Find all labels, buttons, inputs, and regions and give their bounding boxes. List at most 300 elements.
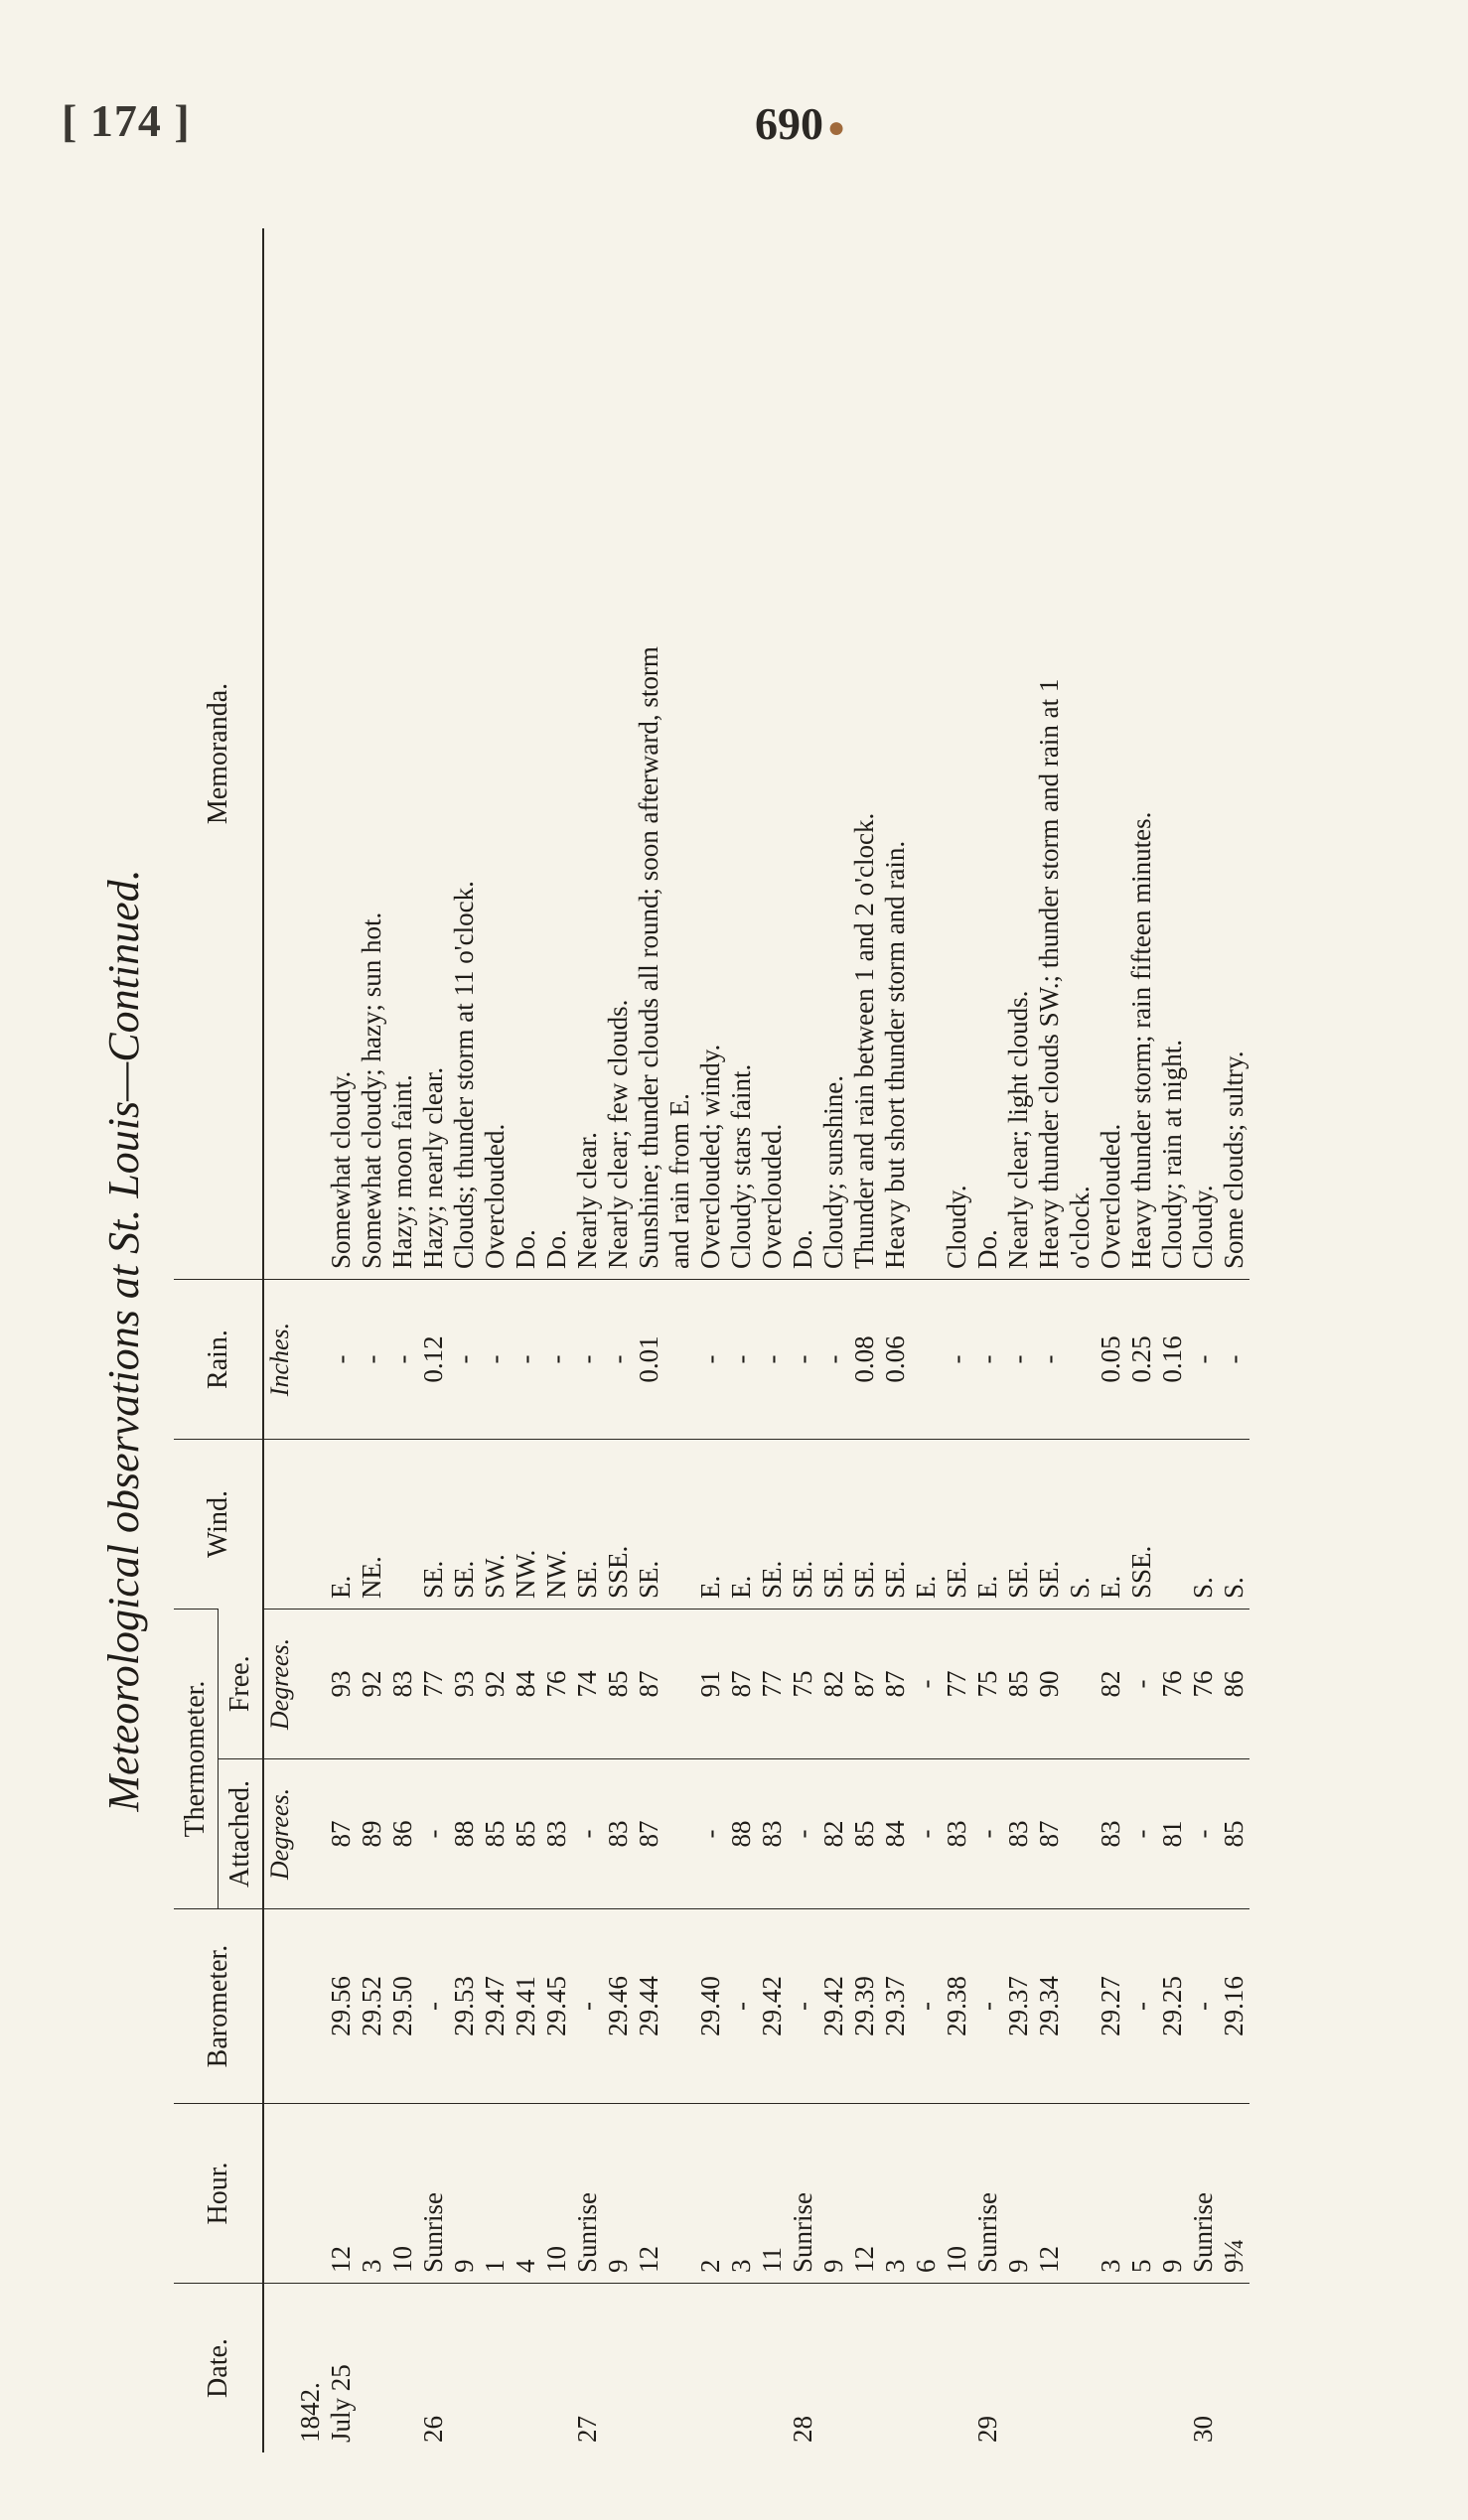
table-body [263,228,1249,2452]
cell-barometer: 29.41 [511,1909,541,2104]
cell-rain: - [695,1280,726,1440]
cell-barometer: 29.42 [757,1909,788,2104]
cell-hour: 3 [880,2104,911,2284]
cell-rain: 0.01 [634,1280,664,1440]
cell-date [849,2284,880,2453]
cell-barometer: - [1126,1909,1157,2104]
header-thermometer: Thermometer. [174,1610,219,1909]
cell-memoranda: Do. [541,1229,571,1269]
cell-rain: - [818,1280,849,1440]
cell-free: 87 [880,1610,911,1759]
units-rain: Inches. [263,1280,295,1440]
cell-date [911,2284,942,2453]
cell-date [603,2284,634,2453]
cell-rain: - [1003,1280,1034,1440]
cell-attached: 85 [511,1759,541,1909]
cell-attached: 82 [818,1759,849,1909]
cell-barometer: 29.37 [880,1909,911,2104]
units-baro [263,1909,295,2104]
cell-wind: S. [1219,1440,1249,1610]
table-row [911,228,942,2452]
table-title [79,228,169,2452]
cell-memoranda: Overclouded. [1096,1123,1125,1269]
cell-attached: 88 [726,1759,757,1909]
table-row [387,228,418,2452]
cell-attached: 83 [942,1759,972,1909]
cell-attached: - [695,1759,726,1909]
cell-attached: - [972,1759,1003,1909]
rotated-table-sheet [79,228,1400,2452]
cell-hour: 2 [695,2104,726,2284]
cell-barometer: - [418,1909,449,2104]
cell-free: 85 [1003,1610,1034,1759]
cell-memoranda: Cloudy; sunshine. [818,1074,848,1269]
cell-wind [387,1440,418,1610]
cell-memoranda: Do. [511,1229,540,1269]
table-row [726,228,757,2452]
cell-memoranda: Cloudy. [942,1185,971,1269]
cell-free: 87 [726,1610,757,1759]
cell-date [818,2284,849,2453]
cell-hour: 10 [942,2104,972,2284]
cell-rain [911,1280,942,1440]
cell-free: 87 [634,1610,664,1759]
units-date [263,2284,295,2453]
cell-memoranda: o'clock. [1065,1186,1095,1269]
cell-wind: S. [1065,1440,1096,1610]
cell-attached: 83 [541,1759,572,1909]
table-row [603,228,634,2452]
cell-free: 76 [1188,1610,1219,1759]
page-number-right-text: 690 [755,98,823,149]
cell-wind: SE. [757,1440,788,1610]
cell-date [634,2284,664,2453]
cell-date [664,2284,695,2453]
cell-attached: 83 [757,1759,788,1909]
cell-free: 77 [757,1610,788,1759]
cell-free: 92 [480,1610,511,1759]
cell-hour: 12 [1034,2104,1065,2284]
cell-rain: - [1034,1280,1065,1440]
header-free: Free. [219,1610,264,1759]
cell-attached: 83 [1003,1759,1034,1909]
cell-wind: NE. [357,1440,387,1610]
table-row [541,228,572,2452]
cell-barometer: 29.37 [1003,1909,1034,2104]
cell-free: 75 [972,1610,1003,1759]
table-row [1219,228,1249,2452]
cell-hour: 3 [726,2104,757,2284]
cell-wind: NW. [511,1440,541,1610]
cell-hour: 6 [911,2104,942,2284]
cell-rain: - [387,1280,418,1440]
cell-memoranda: Overclouded. [480,1123,510,1269]
cell-rain: - [972,1280,1003,1440]
cell-wind: SE. [1003,1440,1034,1610]
cell-memoranda: Do. [788,1229,817,1269]
cell-hour: 3 [1096,2104,1126,2284]
cell-hour: Sunrise [418,2104,449,2284]
cell-memoranda: Overclouded. [757,1123,787,1269]
cell-barometer: 29.53 [449,1909,480,2104]
table-row [664,228,695,2452]
cell-barometer: - [788,1909,818,2104]
cell-attached: 81 [1157,1759,1188,1909]
table-row [418,228,449,2452]
cell-rain: - [541,1280,572,1440]
cell-wind: SE. [788,1440,818,1610]
cell-attached: 87 [634,1759,664,1909]
cell-free: 85 [603,1610,634,1759]
cell-memoranda: Heavy thunder clouds SW.; thunder storm and rain at 1 [1034,678,1064,1269]
cell-rain: 0.25 [1126,1280,1157,1440]
cell-date [880,2284,911,2453]
cell-hour: 9 [818,2104,849,2284]
cell-memoranda: Overclouded; windy. [695,1044,725,1269]
cell-memoranda: Nearly clear. [572,1132,602,1269]
cell-date: 1842. [295,2284,326,2453]
cell-free: 91 [695,1610,726,1759]
page-number-right [755,97,845,150]
cell-wind: SE. [418,1440,449,1610]
cell-date [1219,2284,1249,2453]
cell-rain: - [1188,1280,1219,1440]
cell-barometer: - [572,1909,603,2104]
cell-wind: SE. [818,1440,849,1610]
cell-hour: 10 [387,2104,418,2284]
cell-free: 86 [1219,1610,1249,1759]
cell-attached: - [1188,1759,1219,1909]
cell-wind: SE. [572,1440,603,1610]
cell-date: 28 [788,2284,818,2453]
cell-rain: - [603,1280,634,1440]
cell-memoranda [295,228,326,1280]
cell-hour: 11 [757,2104,788,2284]
units-attached: Degrees. [263,1759,295,1909]
cell-date: 30 [1188,2284,1219,2453]
cell-barometer [1065,1909,1096,2104]
table-row [942,228,972,2452]
cell-attached: 86 [387,1759,418,1909]
cell-barometer: - [1188,1909,1219,2104]
cell-hour: 9 [603,2104,634,2284]
cell-date [541,2284,572,2453]
cell-attached: 83 [1096,1759,1126,1909]
cell-memoranda: Hazy; nearly clear. [418,1066,448,1269]
cell-memoranda: Do. [972,1229,1002,1269]
cell-rain [295,1280,326,1440]
cell-free: 74 [572,1610,603,1759]
cell-attached [1065,1759,1096,1909]
table-row [1003,228,1034,2452]
cell-free: 92 [357,1610,387,1759]
cell-barometer: 29.45 [541,1909,572,2104]
cell-wind: SE. [942,1440,972,1610]
table-row [480,228,511,2452]
cell-memoranda: Cloudy. [1188,1185,1218,1269]
table-row [1096,228,1126,2452]
table-row [572,228,603,2452]
cell-hour: 9 [449,2104,480,2284]
cell-wind: SE. [880,1440,911,1610]
cell-date [480,2284,511,2453]
header-wind: Wind. [174,1440,263,1610]
cell-date: July 25 [326,2284,357,2453]
table-row [634,228,664,2452]
page-number-left: [ 174 ] [62,95,191,146]
header-attached: Attached. [219,1759,264,1909]
cell-rain: - [480,1280,511,1440]
cell-free: 82 [818,1610,849,1759]
table-row [757,228,788,2452]
cell-memoranda: Somewhat cloudy; hazy; sun hot. [357,911,386,1269]
cell-hour: Sunrise [1188,2104,1219,2284]
cell-barometer: 29.16 [1219,1909,1249,2104]
cell-attached: - [911,1759,942,1909]
cell-barometer: - [972,1909,1003,2104]
cell-date [1157,2284,1188,2453]
table-row [880,228,911,2452]
cell-barometer: 29.56 [326,1909,357,2104]
cell-wind: SE. [1034,1440,1065,1610]
cell-hour: 5 [1126,2104,1157,2284]
cell-rain: - [1219,1280,1249,1440]
header-barometer: Barometer. [174,1909,263,2104]
cell-wind: E. [911,1440,942,1610]
cell-free: - [911,1610,942,1759]
cell-hour: 12 [634,2104,664,2284]
cell-free: 76 [1157,1610,1188,1759]
cell-barometer: 29.27 [1096,1909,1126,2104]
cell-date: 26 [418,2284,449,2453]
cell-date [1126,2284,1157,2453]
cell-memoranda: Cloudy; rain at night. [1157,1040,1187,1269]
cell-free: 93 [449,1610,480,1759]
cell-attached: 87 [1034,1759,1065,1909]
cell-free: - [1126,1610,1157,1759]
cell-hour: 12 [849,2104,880,2284]
cell-date [726,2284,757,2453]
cell-memoranda: Hazy; moon faint. [387,1074,417,1269]
cell-attached: 85 [1219,1759,1249,1909]
table-row [818,228,849,2452]
cell-attached [664,1759,695,1909]
cell-hour: 9 [1157,2104,1188,2284]
cell-hour: 12 [326,2104,357,2284]
cell-memoranda: Sunshine; thunder clouds all round; soon afterward, storm [634,646,663,1269]
cell-wind [295,1440,326,1610]
table-row [357,228,387,2452]
cell-wind: E. [326,1440,357,1610]
cell-date [695,2284,726,2453]
cell-rain: 0.16 [1157,1280,1188,1440]
table-row [972,228,1003,2452]
units-hour [263,2104,295,2284]
cell-hour [295,2104,326,2284]
cell-rain: 0.08 [849,1280,880,1440]
cell-hour: Sunrise [788,2104,818,2284]
table-row [1034,228,1065,2452]
units-free: Degrees. [263,1610,295,1759]
cell-attached: 88 [449,1759,480,1909]
cell-attached: - [418,1759,449,1909]
cell-rain: - [572,1280,603,1440]
cell-memoranda: Heavy but short thunder storm and rain. [880,840,910,1269]
table-row [788,228,818,2452]
cell-wind: SW. [480,1440,511,1610]
cell-wind: SE. [634,1440,664,1610]
cell-free: 83 [387,1610,418,1759]
cell-attached: 87 [326,1759,357,1909]
cell-hour [664,2104,695,2284]
cell-memoranda: Nearly clear; few clouds. [603,999,633,1269]
table-row [1188,228,1219,2452]
cell-barometer [664,1909,695,2104]
header-date: Date. [174,2284,263,2453]
cell-attached: 85 [849,1759,880,1909]
cell-hour: 4 [511,2104,541,2284]
cell-attached: 84 [880,1759,911,1909]
cell-barometer: 29.40 [695,1909,726,2104]
cell-hour: 1 [480,2104,511,2284]
cell-rain: - [449,1280,480,1440]
cell-date: 27 [572,2284,603,2453]
cell-barometer: 29.52 [357,1909,387,2104]
cell-rain [664,1280,695,1440]
cell-barometer: 29.46 [603,1909,634,2104]
cell-rain: - [357,1280,387,1440]
cell-free: 77 [418,1610,449,1759]
cell-attached: 85 [480,1759,511,1909]
ink-dot-mark: ● [827,111,846,145]
cell-wind: SSE. [1126,1440,1157,1610]
table-row [1126,228,1157,2452]
header-rain: Rain. [174,1280,263,1440]
cell-barometer: 29.47 [480,1909,511,2104]
cell-date [1065,2284,1096,2453]
cell-memoranda: Somewhat cloudy. [326,1070,356,1269]
cell-date [511,2284,541,2453]
cell-wind: SSE. [603,1440,634,1610]
cell-wind: SE. [449,1440,480,1610]
units-row [263,228,295,2452]
cell-hour: 3 [357,2104,387,2284]
cell-memoranda: Heavy thunder storm; rain fifteen minutes. [1126,811,1156,1269]
cell-free: 87 [849,1610,880,1759]
cell-memoranda: Clouds; thunder storm at 11 o'clock. [449,881,479,1269]
cell-date [1096,2284,1126,2453]
cell-wind: E. [1096,1440,1126,1610]
table-row [1065,228,1096,2452]
cell-memoranda [911,228,942,1280]
cell-free [664,1610,695,1759]
cell-attached: - [572,1759,603,1909]
cell-hour: 9 [1003,2104,1034,2284]
table-row [695,228,726,2452]
cell-wind: NW. [541,1440,572,1610]
table-row [449,228,480,2452]
cell-wind: SE. [849,1440,880,1610]
cell-attached: - [1126,1759,1157,1909]
header-hour: Hour. [174,2104,263,2284]
cell-barometer: 29.34 [1034,1909,1065,2104]
units-wind [263,1440,295,1610]
cell-rain: - [788,1280,818,1440]
cell-hour: Sunrise [572,2104,603,2284]
cell-rain: - [511,1280,541,1440]
cell-attached: 89 [357,1759,387,1909]
cell-barometer: - [911,1909,942,2104]
cell-date: 29 [972,2284,1003,2453]
observations-table [174,228,1249,2452]
cell-hour: Sunrise [972,2104,1003,2284]
table-row [511,228,541,2452]
cell-rain: - [942,1280,972,1440]
cell-memoranda: Nearly clear; light clouds. [1003,990,1033,1269]
cell-date [357,2284,387,2453]
table-row [295,228,326,2452]
cell-date [1003,2284,1034,2453]
cell-free: 90 [1034,1610,1065,1759]
cell-rain: - [326,1280,357,1440]
table-title-text: Meteorological observations at St. Louis—Continued. [99,869,148,1812]
cell-wind: E. [695,1440,726,1610]
cell-wind [664,1440,695,1610]
cell-date [942,2284,972,2453]
cell-barometer: - [726,1909,757,2104]
table-row [849,228,880,2452]
cell-rain: 0.05 [1096,1280,1126,1440]
cell-rain: 0.06 [880,1280,911,1440]
cell-free: 84 [511,1610,541,1759]
cell-hour: 10 [541,2104,572,2284]
cell-rain: 0.12 [418,1280,449,1440]
cell-free: 76 [541,1610,572,1759]
cell-rain: - [757,1280,788,1440]
cell-attached [295,1759,326,1909]
cell-barometer: 29.39 [849,1909,880,2104]
cell-free: 82 [1096,1610,1126,1759]
cell-barometer: 29.42 [818,1909,849,2104]
cell-rain: - [726,1280,757,1440]
cell-memoranda: Some clouds; sultry. [1219,1050,1248,1269]
cell-memoranda: Thunder and rain between 1 and 2 o'clock. [849,812,879,1269]
cell-wind: E. [972,1440,1003,1610]
cell-free [1065,1610,1096,1759]
cell-barometer: 29.25 [1157,1909,1188,2104]
cell-wind [1157,1440,1188,1610]
cell-free: 93 [326,1610,357,1759]
cell-barometer: 29.38 [942,1909,972,2104]
cell-wind: S. [1188,1440,1219,1610]
cell-hour [1065,2104,1096,2284]
cell-attached: 83 [603,1759,634,1909]
header-memoranda: Memoranda. [174,228,263,1280]
cell-rain [1065,1280,1096,1440]
cell-barometer [295,1909,326,2104]
cell-free: 77 [942,1610,972,1759]
cell-date [387,2284,418,2453]
table-row [326,228,357,2452]
cell-wind: E. [726,1440,757,1610]
cell-barometer: 29.44 [634,1909,664,2104]
cell-free [295,1610,326,1759]
cell-date [449,2284,480,2453]
header-row-1 [174,228,219,2452]
table-row [1157,228,1188,2452]
cell-attached: - [788,1759,818,1909]
cell-memoranda: and rain from E. [664,1093,694,1269]
